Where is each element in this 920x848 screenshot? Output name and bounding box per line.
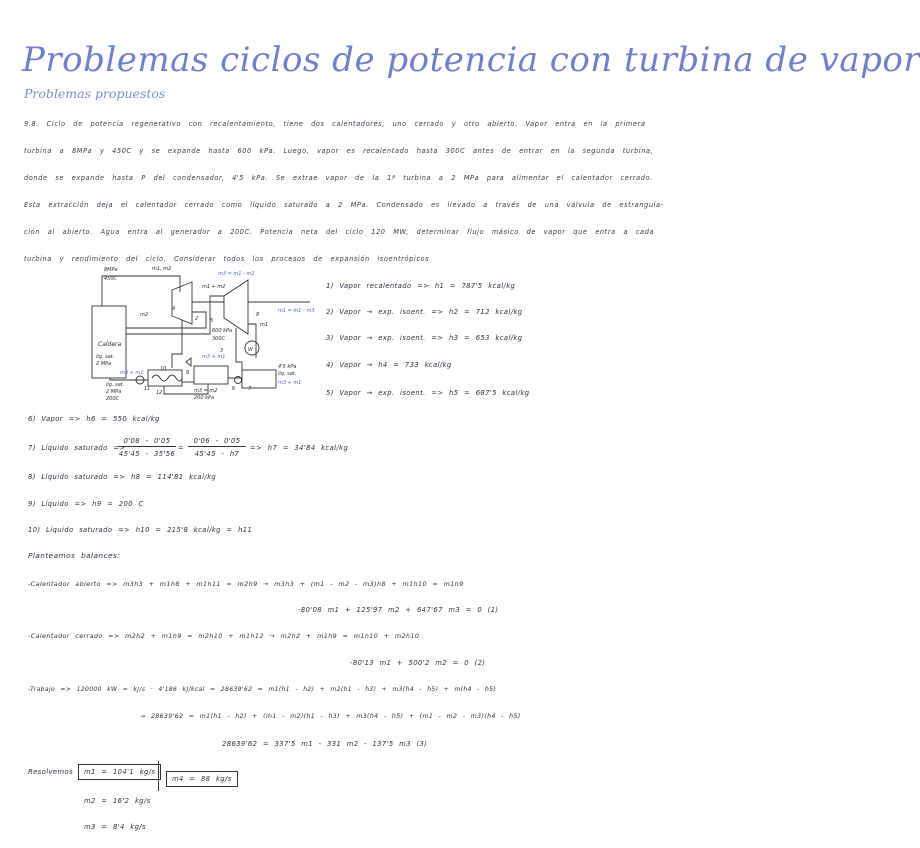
balances-heading: Planteamos balances: (28, 551, 121, 560)
diagram-mmy: m3 + m1 (120, 370, 144, 376)
diagram-n9: 9 (186, 370, 190, 376)
statement-line-2: turbina a 8MPa y 450C y se expande hasta 600 kPa. Luego, vapor es recalentado hasta 300C antes de entrar en la segunda turbina, (24, 147, 654, 155)
diagram-n7: 7 (248, 386, 252, 392)
work-balance-expanded: → 28639'62 = m1(h1 - h2) + (m1 - m2)(h1 - h3) + m3(h4 - h5) + (m1 - m2 - m3)(h4 - h5) (140, 713, 521, 720)
open-heater-box (194, 366, 228, 384)
diagram-m1m2: m1, m2 (152, 266, 172, 272)
statement-line-1: 9.8. Ciclo de potencia regenerativo con recalentamiento, tiene dos calentadores, uno cerrado y otro abierto. Vapor entra en la primera (24, 120, 646, 128)
diagram-p8mpa: 8MPa (104, 267, 118, 273)
diagram-m2mid: m3 + m1 (202, 354, 226, 360)
state-7-label: 7) Líquido saturado => (28, 444, 126, 452)
state-5: 5) Vapor → exp. isoent. => h5 = 687'5 kcal/kg (326, 389, 530, 397)
diagram-n12: 12 (156, 390, 163, 396)
diagram-liq2: liq. sat. (106, 382, 125, 388)
diagram-n3: 3 (220, 348, 224, 354)
diagram-n2: 2 (195, 316, 199, 322)
state-4: 4) Vapor → h4 = 733 kcal/kg (326, 361, 452, 369)
diagram-p2mpa: 2 MPa (96, 361, 112, 367)
result-m1-box: m1 = 104'1 kg/s (78, 764, 161, 780)
state-8: 8) Líquido saturado => h8 = 114'81 kcal/kg (28, 473, 217, 481)
diagram-n11: 11 (144, 386, 151, 392)
diagram-t200: 200C (106, 396, 120, 402)
diagram-n8: 8 (256, 312, 260, 318)
state-2: 2) Vapor → exp. isoent. => h2 = 712 kcal/kg (326, 308, 523, 316)
statement-line-3: donde se expande hasta P del condensador, 4'5 kPa. Se extrae vapor de la 1ª turbina a 2 MPa para alimentar el calentador cerrado. (24, 174, 653, 182)
cycle-diagram (60, 262, 330, 402)
diagram-mm: m1 + m2 (202, 284, 226, 290)
work-balance: -Trabajo => 120000 kW = kJ/s · 4'186 kJ/kcal = 28639'62 = m1(h1 - h2) + m2(h1 - h3) + m3(h4 - h5) + m(h4 - h5) (28, 686, 497, 693)
diagram-liq: liq. sat. (96, 354, 115, 360)
open-heater-result: -80'08 m1 + 125'97 m2 + 647'67 m3 = 0 (1) (298, 606, 499, 614)
diagram-m3c: m3 = m2 (194, 388, 218, 394)
diagram-p200: 200 kPa (194, 395, 215, 401)
valve-icon (186, 358, 191, 366)
page-title: Problemas ciclos de potencia con turbina de vapor (22, 40, 920, 80)
result-m2: m2 = 16'2 kg/s (84, 797, 151, 805)
state-7-frac2-den: 45'45 - h7 (194, 450, 240, 458)
state-7-eq: = (178, 444, 185, 452)
diagram-liqsat: liq. sat. (278, 371, 297, 377)
diagram-m4: m3 + m1 (278, 380, 302, 386)
work-balance-result: 28639'62 = 337'5 m1 - 331 m2 - 137'5 m3 (3) (222, 740, 428, 748)
state-7-frac1-den: 45'45 - 35'56 (118, 450, 176, 458)
diagram-m1mm: m1 = m1 - m3 (278, 308, 315, 314)
diagram-n5: 5 (210, 318, 214, 324)
diagram-m3: m3 = m1 - m2 (218, 271, 255, 277)
result-m4-box: m4 = 88 kg/s (166, 771, 238, 787)
diagram-caldera: Caldera (98, 341, 122, 348)
diagram-n10: 10 (160, 366, 167, 372)
closed-heater-balance: -Calentador cerrado => m2h2 + m1h9 = m2h10 + m1h12 → m2h2 + m1h9 = m1h10 + m2h10 (28, 632, 420, 640)
diagram-m1: m1 (260, 322, 269, 328)
diagram-p600: 600 kPa (212, 328, 233, 334)
open-heater-balance: -Calentador abierto => m3h3 + m1h8 + m1h11 = m2h9 → m3h3 + (m1 - m2 - m3)h8 + m1h10 = m1h9 (28, 580, 464, 588)
state-3: 3) Vapor → exp. isoent. => h3 = 653 kcal/kg (326, 334, 523, 342)
state-6: 6) Vapor => h6 = 550 kcal/kg (28, 415, 160, 423)
turbine-1 (172, 282, 192, 324)
statement-line-5: ción al abierto. Agua entra al generador a 200C. Potencia neta del ciclo 120 MW, determinar flujo másico de vapor que entra a cada (24, 228, 655, 236)
state-9: 9) Líquido => h9 = 200 C (28, 500, 144, 508)
state-7-frac2-num: 0'06 - 0'05 (188, 437, 246, 447)
closed-heater-result: -80'13 m1 + 500'2 m2 = 0 (2) (350, 659, 486, 667)
diagram-turbine-w: W (248, 347, 253, 353)
state-10: 10) Líquido saturado => h10 = 215'8 kcal/kg = h11 (28, 526, 253, 534)
diagram-t300: 300C (212, 336, 226, 342)
solve-label: Resolvemos (28, 768, 74, 776)
state-7-frac1-num: 0'08 - 0'05 (118, 437, 176, 447)
closed-heater-box (148, 370, 182, 386)
statement-line-4: Esta extracción deja el calentador cerrado como líquido saturado a 2 MPa. Condensado es llevado a través de una válvula de estrangula- (24, 201, 664, 209)
diagram-t450: 450C (104, 276, 118, 282)
statement-line-6: turbina y rendimiento del ciclo. Considerar todos los procesos de expansión isoentrópicos (24, 255, 430, 263)
diagram-p2mpa2: 2 MPa (106, 389, 122, 395)
pump-2-icon (235, 377, 242, 384)
result-divider (158, 761, 160, 791)
diagram-n4: 4 (172, 306, 176, 312)
turbine-2 (224, 280, 248, 334)
state-7-result: => h7 = 34'84 kcal/kg (250, 444, 349, 452)
diagram-n6: 6 (232, 386, 236, 392)
result-m3: m3 = 8'4 kg/s (84, 823, 146, 831)
state-1: 1) Vapor recalentado => h1 = 787'5 kcal/kg (326, 282, 516, 290)
diagram-p45: 4'5 kPa (278, 364, 297, 370)
diagram-m2: m2 (140, 312, 149, 318)
section-subtitle: Problemas propuestos (24, 86, 166, 101)
